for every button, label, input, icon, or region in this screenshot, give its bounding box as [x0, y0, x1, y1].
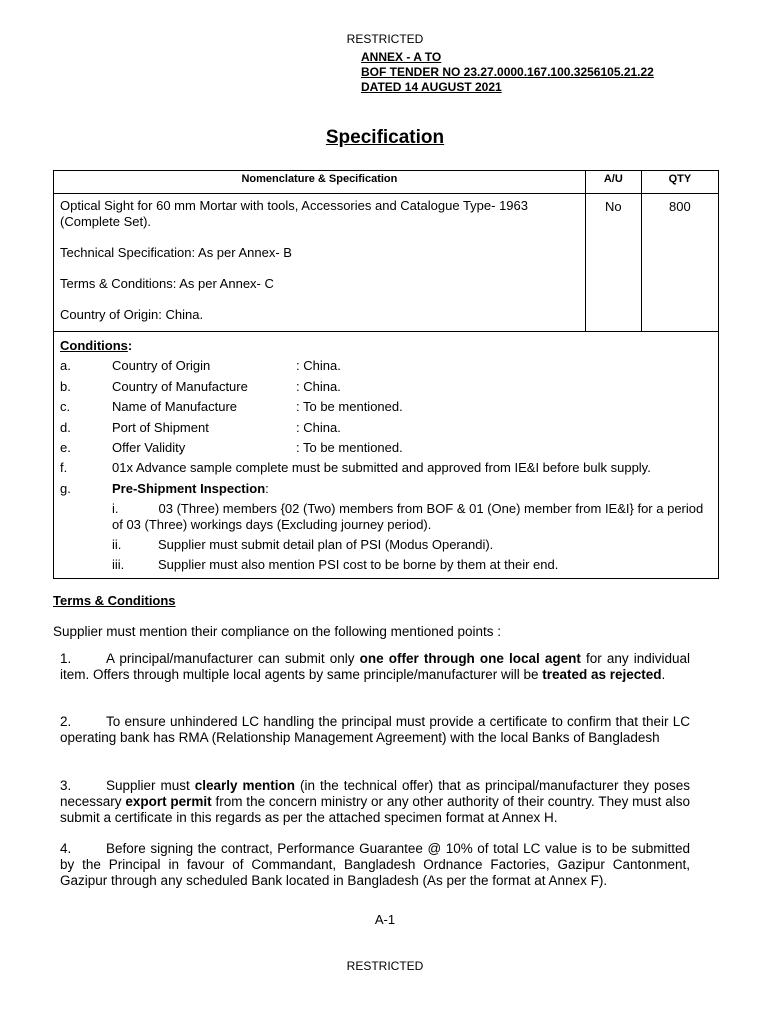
condition-letter: c. — [60, 399, 71, 415]
paragraph-number: 1. — [60, 651, 72, 666]
condition-label: Port of Shipment — [112, 419, 209, 435]
psi-sub-text: Supplier must submit detail plan of PSI (Modus Operandi). — [158, 537, 494, 553]
terms-paragraph-3 — [60, 778, 690, 826]
p4-text: Before signing the contract, Performance Guarantee @ 10% of total LC value is to be submitted by the Principal in favour of Commandant, Bangladesh Ordnance Factories, Gazipur Cantonment, Gazipur through any scheduled Bank located in Bangladesh (As per the format at Annex F). — [60, 841, 690, 888]
psi-sub-text: Supplier must also mention PSI cost to be borne by them at their end. — [158, 557, 559, 573]
condition-item — [60, 356, 712, 376]
item-description: Optical Sight for 60 mm Mortar with tools, Accessories and Catalogue Type- 1963 (Complete Set). — [60, 198, 528, 229]
psi-title: Pre-Shipment Inspection — [112, 480, 266, 496]
psi-sub-item — [60, 537, 712, 553]
conditions-title: Conditions — [60, 338, 128, 353]
condition-label: Country of Manufacture — [112, 378, 248, 394]
p2-text: To ensure unhindered LC handling the principal must provide a certificate to confirm that their LC operating bank has RMA (Relationship Management Agreement) with the local Banks of Bangladesh — [60, 714, 690, 745]
item-qty: 800 — [641, 194, 718, 332]
condition-item-psi: g. Pre-Shipment Inspection: — [60, 479, 712, 499]
header-qty: QTY — [641, 171, 718, 194]
page-title: Specification — [325, 127, 445, 148]
psi-sub-item — [60, 557, 712, 573]
item-origin: Country of Origin: China. — [60, 307, 204, 322]
psi-sub-item — [60, 501, 712, 533]
condition-item — [60, 418, 712, 438]
conditions-row — [54, 332, 719, 579]
condition-letter: b. — [60, 378, 71, 394]
p3-bold-d: export permit — [125, 794, 212, 809]
condition-letter: a. — [60, 358, 71, 374]
condition-value: : China. — [296, 419, 341, 435]
p1-text-e: . — [661, 667, 666, 682]
psi-sub-num: ii. — [112, 537, 122, 553]
terms-paragraph-2 — [60, 714, 690, 746]
condition-sample-text: 01x Advance sample complete must be submitted and approved from IE&I before bulk supply. — [112, 460, 651, 476]
condition-item — [60, 377, 712, 397]
p1-text-c: for any individual item. Offers through multiple local agents by same principle/manufacturer will be — [60, 651, 691, 682]
condition-value: : China. — [296, 358, 341, 374]
p3-text-c: (in the technical offer) that as principal/manufacturer they poses necessary — [60, 778, 690, 809]
table-row — [54, 194, 719, 332]
paragraph-number: 2. — [60, 714, 72, 729]
paragraph-number: 4. — [60, 841, 72, 856]
paragraph-number: 3. — [60, 778, 72, 793]
page-number: A-1 — [374, 912, 396, 927]
annex-date: DATED 14 AUGUST 2021 — [361, 80, 502, 94]
condition-value: : To be mentioned. — [296, 399, 403, 415]
item-cell — [54, 194, 586, 332]
p1-bold-d: treated as rejected — [542, 667, 662, 682]
condition-item-sample — [60, 458, 712, 478]
annex-tender-no: BOF TENDER NO 23.27.0000.167.100.3256105.21.22 — [361, 65, 654, 79]
condition-value: : China. — [296, 378, 341, 394]
conditions-cell: Conditions: a. Country of Origin : China. b. Country of Manufacture : China. c. Name of Manufacture : To be mentioned. d. Port of Shipment : China. e. Offer Validity : To be mentioned. f. 01x Advance sample complete must be submitted and approved from IE&I before bulk supply. g. Pre-Shipment Inspection: i. 03 (Three) members {02 (Two) members from BOF & 01 (One) member from IE&I} for a period of 03 (Three) workings days (Excluding journey period). ii. Supplier must submit detail plan of PSI (Modus Operandi). iii. Supplier must also mention PSI cost to be borne by them at their end. — [54, 332, 719, 579]
terms-paragraph-1 — [60, 651, 690, 683]
terms-intro: Supplier must mention their compliance on the following mentioned points : — [53, 624, 501, 639]
specification-table — [53, 170, 719, 579]
condition-label: Country of Origin — [112, 358, 211, 374]
p1-bold-b: one offer through one local agent — [359, 651, 581, 666]
terms-paragraph-4 — [60, 841, 690, 889]
condition-value: : To be mentioned. — [296, 439, 403, 455]
p3-text-e: from the concern ministry or any other authority of their country. They must also submit a certificate in this regards as per the attached specimen format at Annex H. — [60, 794, 690, 825]
condition-letter: d. — [60, 419, 71, 435]
item-technical-spec: Technical Specification: As per Annex- B — [60, 245, 292, 260]
psi-sub-num: iii. — [112, 557, 125, 573]
condition-label: Offer Validity — [112, 439, 186, 455]
p3-text-a: Supplier must — [106, 778, 195, 793]
psi-sub-num: i. — [112, 501, 119, 517]
item-terms: Terms & Conditions: As per Annex- C — [60, 276, 274, 291]
restricted-header: RESTRICTED — [346, 32, 424, 46]
condition-letter: e. — [60, 439, 71, 455]
header-nomenclature: Nomenclature & Specification — [54, 171, 586, 194]
condition-letter: f. — [60, 460, 68, 476]
terms-heading: Terms & Conditions — [53, 593, 176, 608]
table-header-row — [54, 171, 719, 194]
item-au: No — [585, 194, 641, 332]
annex-line-1: ANNEX - A TO — [361, 50, 442, 64]
p1-text-a: A principal/manufacturer can submit only — [106, 651, 360, 666]
condition-label: Name of Manufacture — [112, 399, 238, 415]
condition-item — [60, 397, 712, 417]
condition-item — [60, 438, 712, 458]
condition-letter: g. — [60, 480, 71, 496]
psi-sub-text: 03 (Three) members {02 (Two) members from BOF & 01 (One) member from IE&I} for a period of 03 (Three) workings days (Excluding journey period). — [112, 501, 704, 533]
restricted-footer: RESTRICTED — [346, 959, 424, 973]
p3-bold-b: clearly mention — [194, 778, 296, 793]
header-au: A/U — [585, 171, 641, 194]
